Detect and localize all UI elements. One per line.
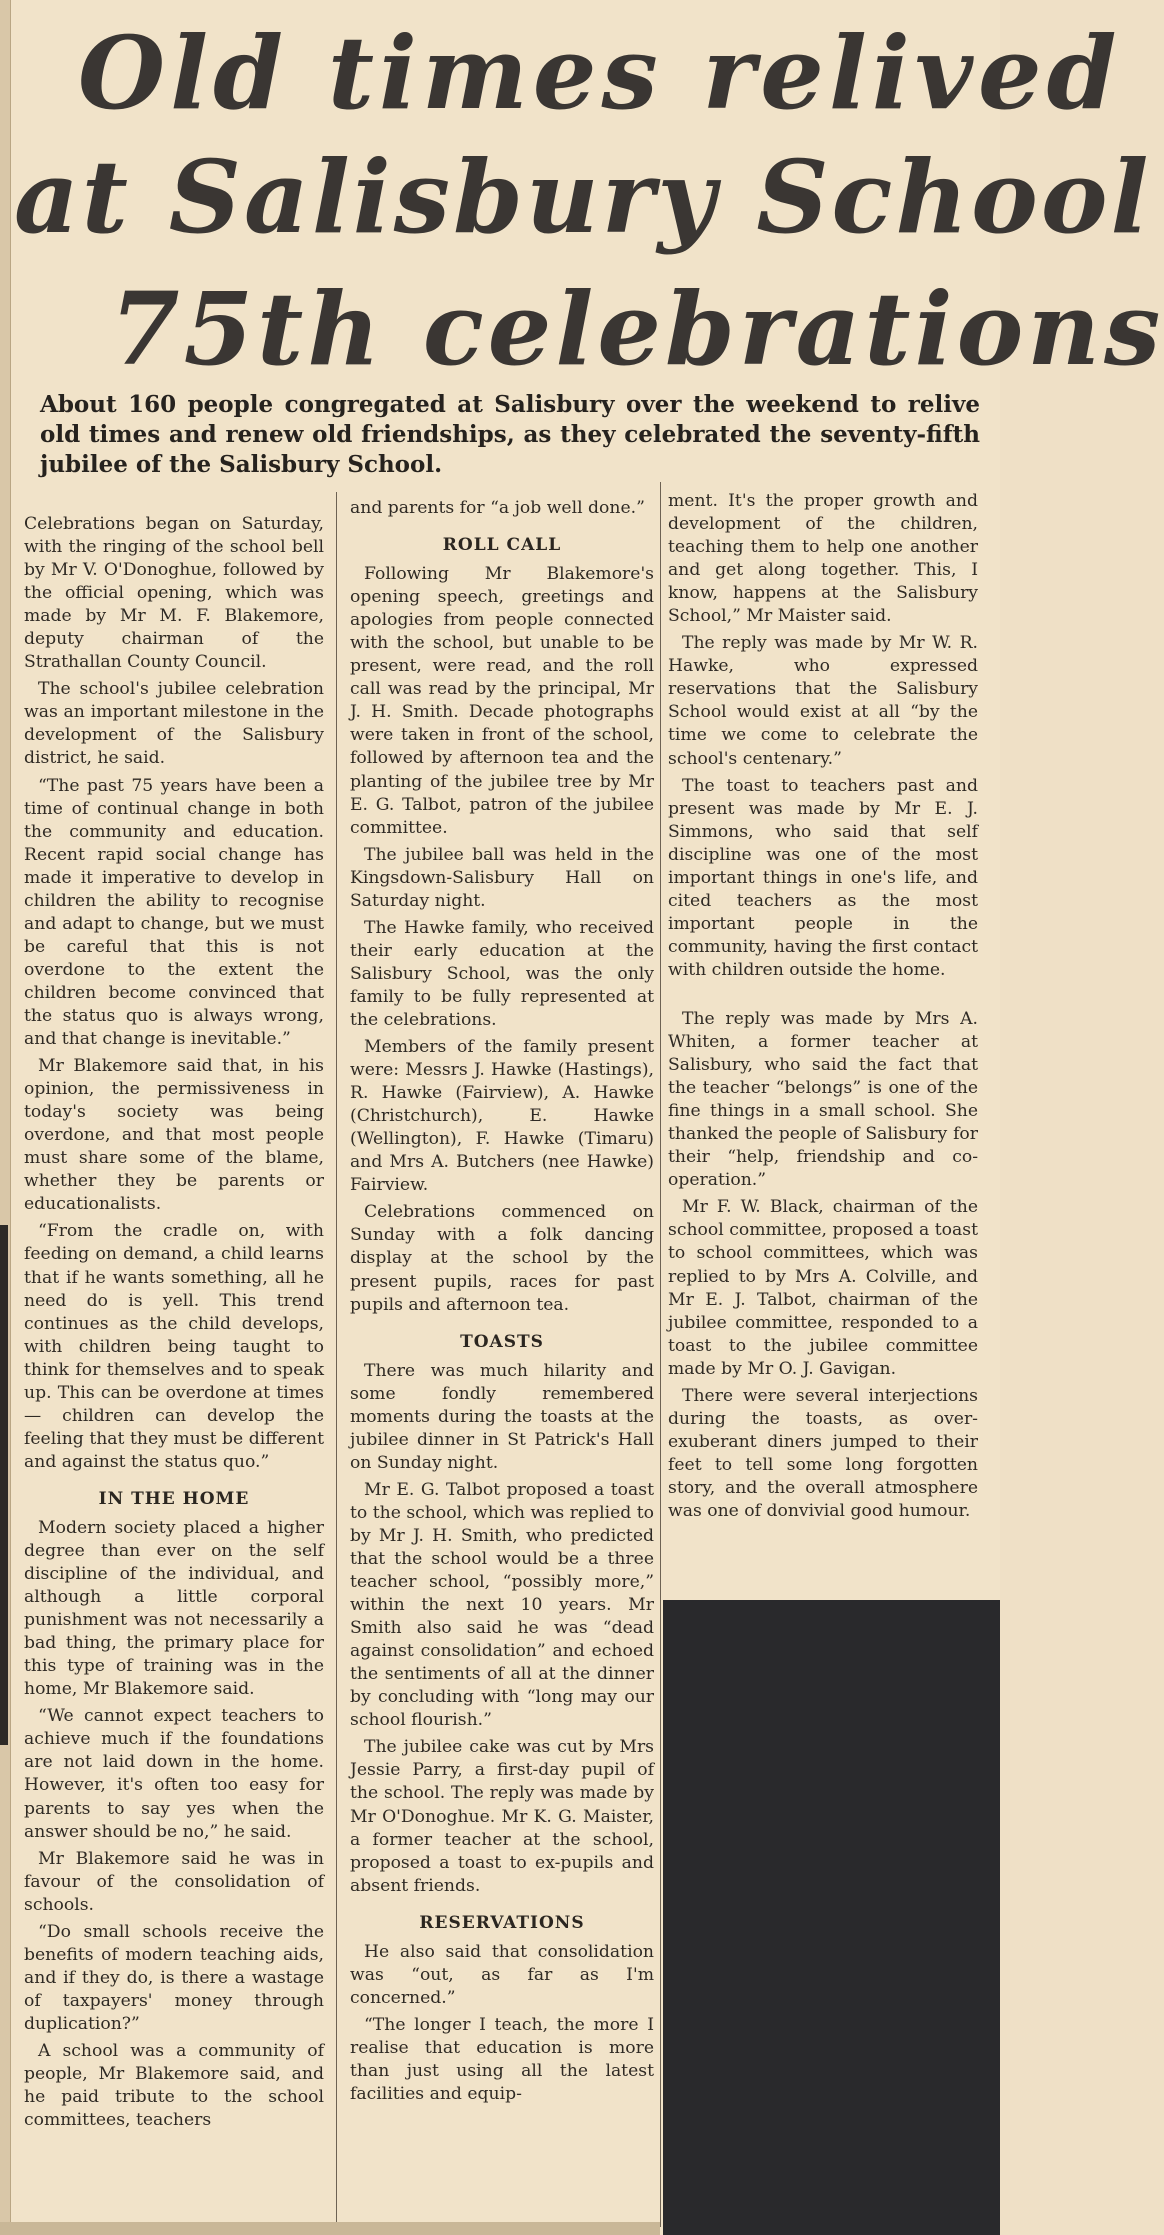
background-dark-area [663,1600,1000,2235]
clipping-left-edge [0,0,11,2235]
paragraph: A school was a community of people, Mr Blakemore said, and he paid tribute to the school committees, teachers [24,2041,324,2131]
paragraph: The reply was made by Mr W. R. Hawke, who expressed reservations that the Salisbury School would exist at all “by the time we come to celebrate the school's centenary.” [668,633,978,769]
paragraph: Celebrations began on Saturday, with the ringing of the school bell by Mr V. O'Donoghue, followed by the official opening, which was made by Mr M. F. Blakemore, deputy chairman of the Strathallan County Council. [24,514,324,673]
headline-line-1: Old times relived [78,14,1122,132]
article-column-2 [350,497,654,2110]
subheading-roll-call: ROLL CALL [442,535,562,556]
clipping-bottom-edge [0,2222,660,2235]
paragraph: There was much hilarity and some fondly remembered moments during the toasts at the jubilee dinner in St Patrick's Hall on Sunday night. [350,1360,654,1473]
paragraph: The Hawke family, who received their early education at the Salisbury School, was the only family to be fully represented at the celebrations. [350,917,654,1030]
paragraph: Mr F. W. Black, chairman of the school committee, proposed a toast to school committees, which was replied to by Mrs A. Colville, and Mr E. J. Talbot, chairman of the jubilee committee, responded to a toast to the jubilee committee made by Mr O. J. Gavigan. [668,1197,978,1379]
adjacent-page-shadow [0,1225,8,1745]
paragraph: ment. It's the proper growth and development of the children, teaching them to help one another and get along together. This, I know, happens at the Salisbury School,” Mr Maister said. [668,491,978,627]
paragraph: Following Mr Blakemore's opening speech, greetings and apologies from people connected with the school, but unable to be present, were read, and the roll call was read by the principal, Mr J. H. Smith. Decade photographs were taken in front of the school, followed by afternoon tea and the planting of the jubilee tree by Mr E. G. Talbot, patron of the jubilee committee. [350,564,654,838]
article-column-1 [24,513,324,2136]
paragraph: Mr E. G. Talbot proposed a toast to the school, which was replied to by Mr J. H. Smith, who predicted that the school would be a three teacher school, “possibly more,” within the next 10 years. Mr Smith also said he was “dead against consolidation” and echoed the sentiments of all at the dinner by concluding with “long may our school flourish.” [350,1479,654,1731]
paragraph: The school's jubilee celebration was an important milestone in the development of the Salisbury district, he said. [24,679,324,769]
column-rule-1 [336,492,337,2227]
headline-line-2: at Salisbury School [14,138,1152,256]
paragraph: Mr Blakemore said that, in his opinion, the permissiveness in today's society was being overdone, and that most people must share some of the blame, whether they be parents or educationalists. [24,1056,324,1215]
paragraph: The jubilee ball was held in the Kingsdown-Salisbury Hall on Saturday night. [350,844,654,911]
paragraph: “Do small schools receive the benefits of modern teaching aids, and if they do, is there a wastage of taxpayers' money through duplication?” [24,1921,324,2034]
headline-line-3: 75th celebrations [110,270,1164,388]
paragraph: Celebrations commenced on Sunday with a folk dancing display at the school by the present pupils, races for past pupils and afternoon tea. [350,1202,654,1315]
paragraph: “We cannot expect teachers to achieve much if the foundations are not laid down in the home. However, it's often too easy for parents to say yes when the answer should be no,” he said. [24,1706,324,1842]
standfirst: About 160 people congregated at Salisbury over the weekend to relive old times and renew old friendships, as they celebrated the seventy-fifth jubilee of the Salisbury School. [40,391,980,478]
paragraph: The reply was made by Mrs A. Whiten, a former teacher at Salisbury, who said the fact that the teacher “belongs” is one of the fine things in a small school. She thanked the people of Salisbury for their “help, friendship and co-operation.” [668,1008,978,1191]
paragraph: The jubilee cake was cut by Mrs Jessie Parry, a first-day pupil of the school. The reply was made by Mr O'Donoghue. Mr K. G. Maister, a former teacher at the school, proposed a toast to ex-pupils and absent friends. [350,1737,654,1896]
paragraph: “From the cradle on, with feeding on demand, a child learns that if he wants something, all he need do is yell. This trend continues as the child develops, with children being taught to think for themselves and to speak up. This can be overdone at times — children can develop the feeling that they must be different and against the status quo.” [24,1221,324,1472]
paragraph: There were several interjections during the toasts, as over-exuberant diners jumped to their feet to tell some long forgotten story, and the overall atmosphere was one of donvivial good humour. [668,1385,978,1521]
subheading-reservations: RESERVATIONS [419,1912,585,1933]
subheading-in-the-home: IN THE HOME [98,1488,250,1509]
article-column-3 [668,490,978,1527]
paragraph: He also said that consolidation was “out, as far as I'm concerned.” [350,1941,654,2008]
paragraph: Members of the family present were: Messrs J. Hawke (Hastings), R. Hawke (Fairview), A. Hawke (Christchurch), E. Hawke (Wellington), F. Hawke (Timaru) and Mrs A. Butchers (nee Hawke) Fairview. [350,1037,654,1196]
paragraph: and parents for “a job well done.” [350,498,645,518]
paragraph: “The past 75 years have been a time of continual change in both the community and education. Recent rapid social change has made it imperative to develop in children the ability to recognise and adapt to change, but we must be careful that this is not overdone to the extent the children become convinced that the status quo is always wrong, and that change is inevitable.” [24,775,324,1050]
paragraph: Mr Blakemore said he was in favour of the consolidation of schools. [24,1848,324,1915]
column-rule-2 [660,482,661,2227]
paragraph: Modern society placed a higher degree than ever on the self discipline of the individual, and although a little corporal punishment was not necessarily a bad thing, the primary place for this type of training was in the home, Mr Blakemore said. [24,1517,324,1700]
paragraph: “The longer I teach, the more I realise that education is more than just using all the latest facilities and equip- [350,2014,654,2105]
paragraph: The toast to teachers past and present was made by Mr E. J. Simmons, who said that self discipline was one of the most important things in one's life, and cited teachers as the most important people in the community, having the first contact with children outside the home. [668,775,978,980]
subheading-toasts: TOASTS [460,1331,544,1352]
